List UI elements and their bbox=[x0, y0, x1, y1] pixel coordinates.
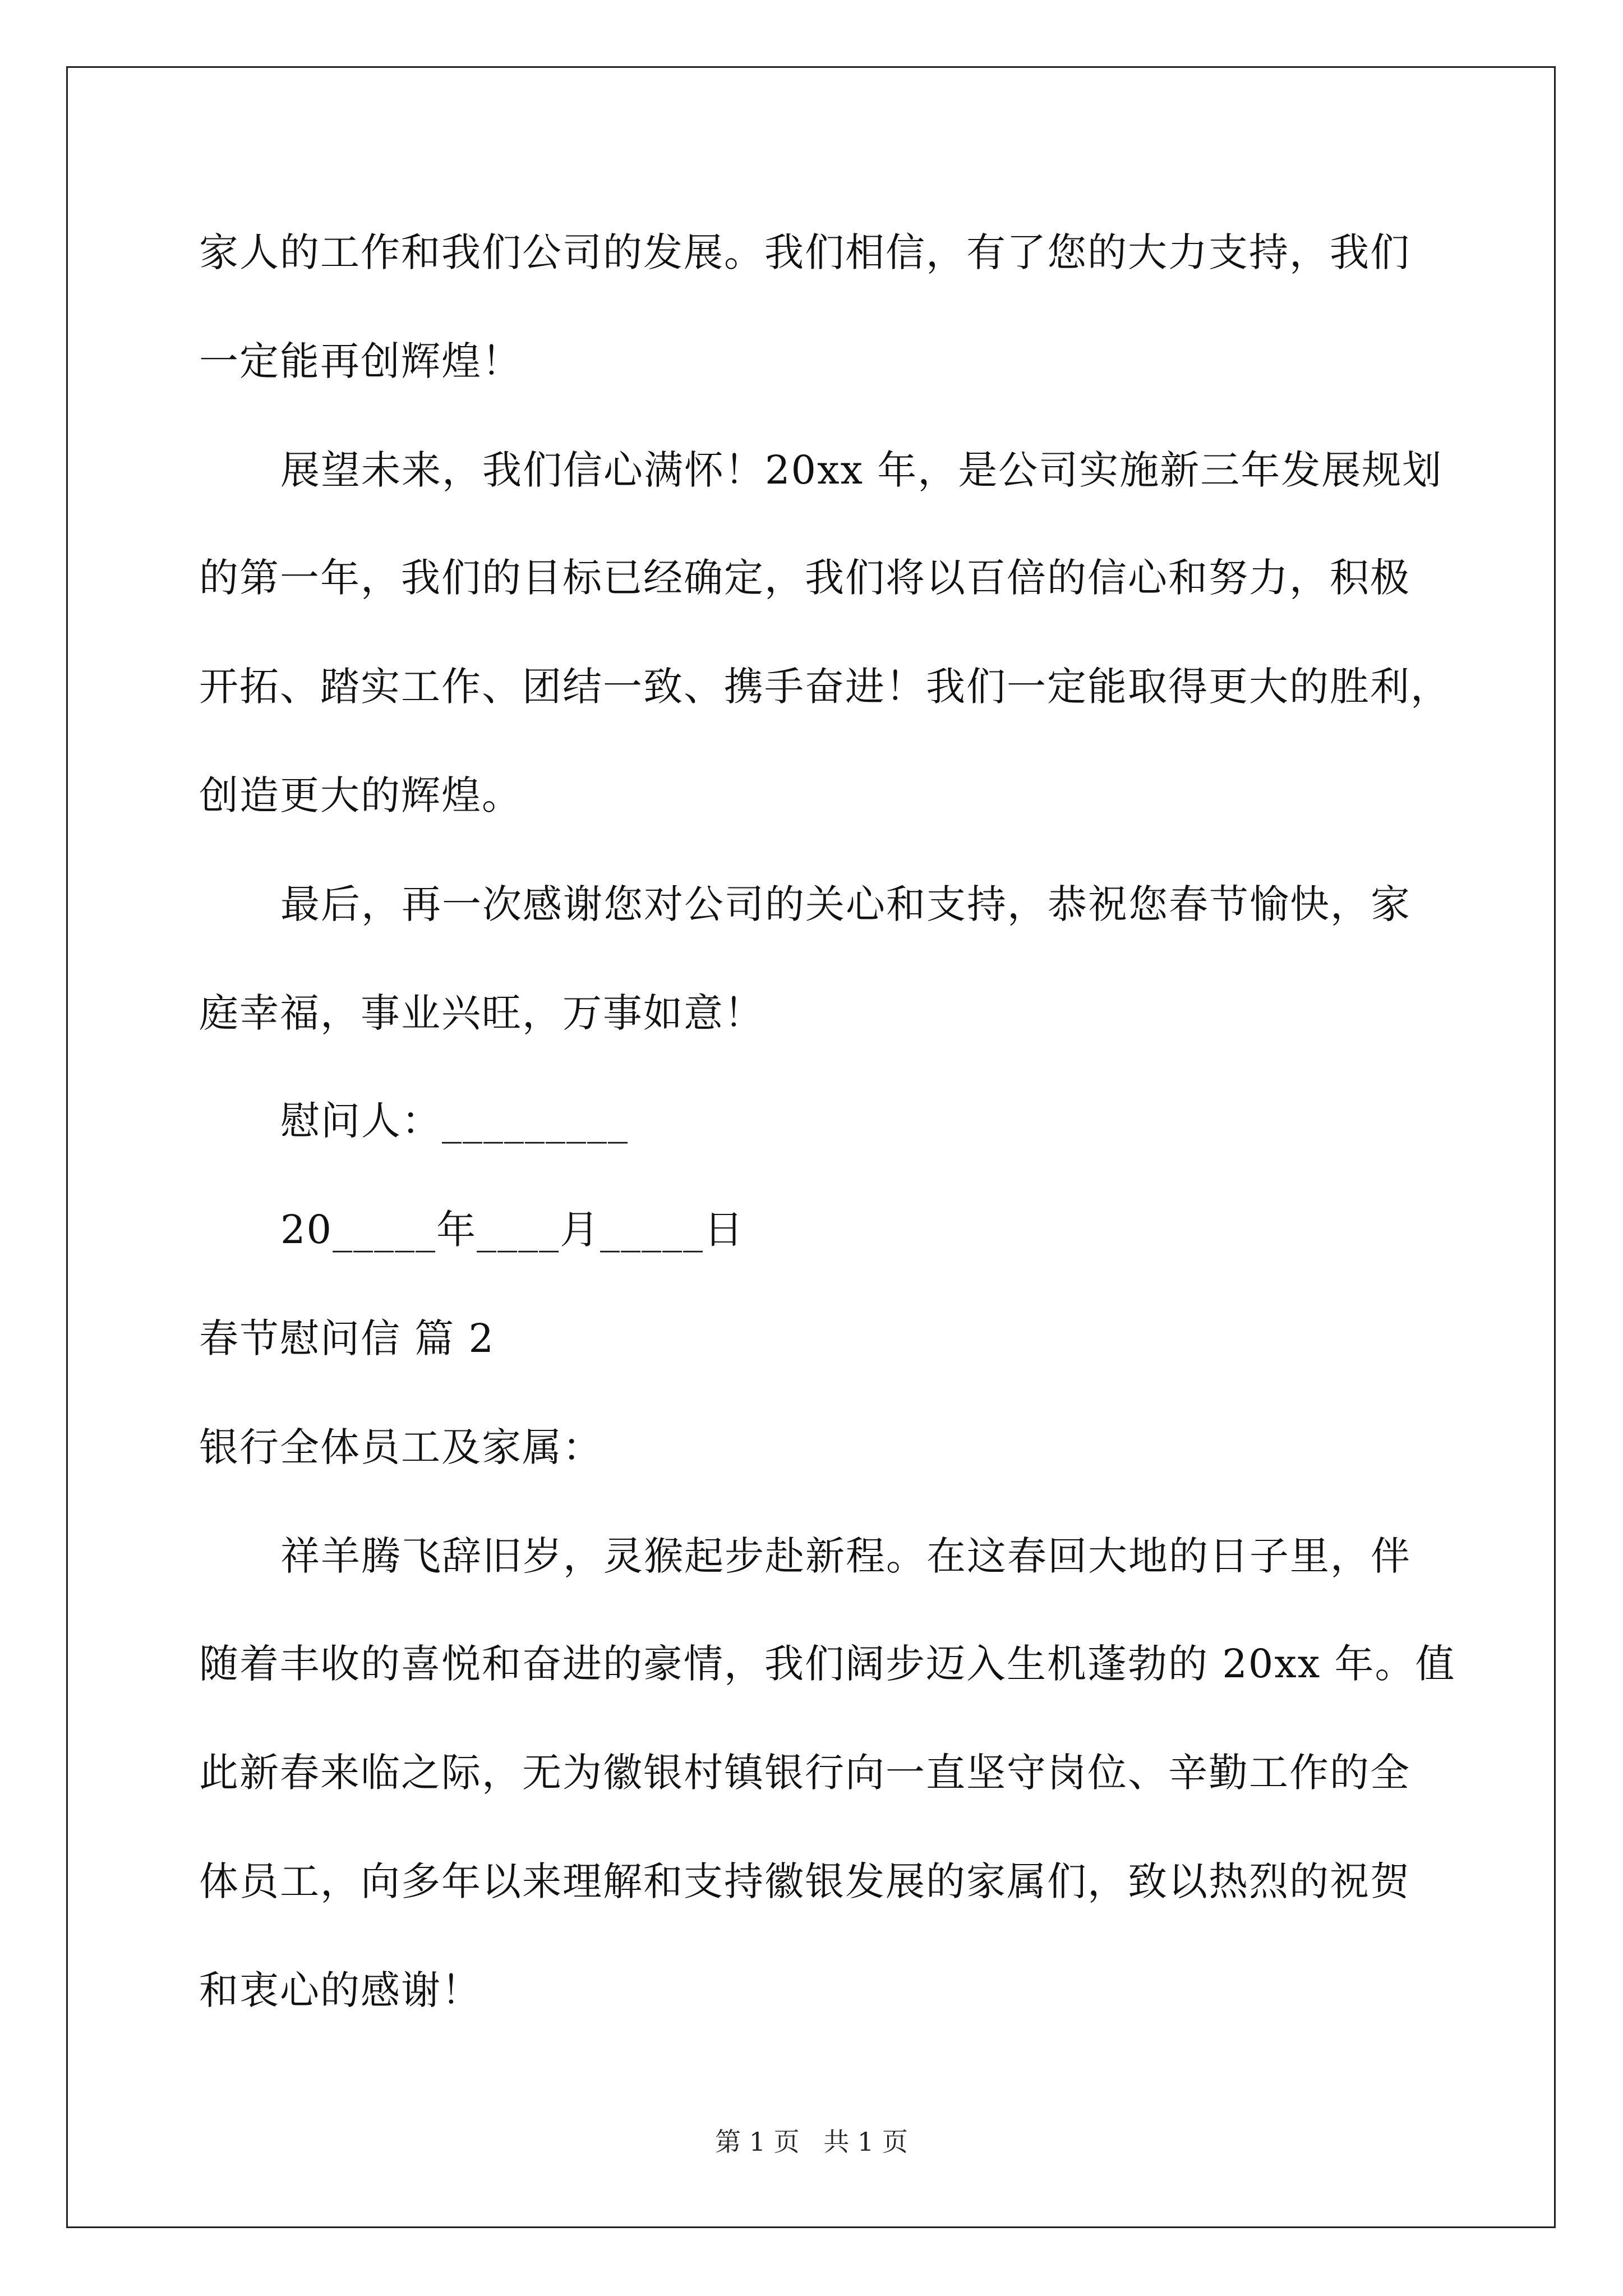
body-line: 随着丰收的喜悦和奋进的豪情，我们阔步迈入生机蓬勃的 20xx 年。值 bbox=[199, 1641, 1456, 1687]
body-line: 和衷心的感谢！ bbox=[199, 1967, 482, 2013]
body-line: 展望未来，我们信心满怀！20xx 年，是公司实施新三年发展规划 bbox=[280, 447, 1443, 493]
page-footer bbox=[0, 2126, 1623, 2157]
body-line: 体员工，向多年以来理解和支持徽银发展的家属们，致以热烈的祝贺 bbox=[199, 1858, 1410, 1904]
section-heading: 春节慰问信 篇 2 bbox=[199, 1315, 495, 1361]
body-line: 庭幸福，事业兴旺，万事如意！ bbox=[199, 990, 764, 1036]
body-line: 开拓、踏实工作、团结一致、携手奋进！我们一定能取得更大的胜利， bbox=[199, 664, 1451, 710]
body-line: 最后，再一次感谢您对公司的关心和支持，恭祝您春节愉快，家 bbox=[280, 881, 1411, 927]
body-line: 的第一年，我们的目标已经确定，我们将以百倍的信心和努力，积极 bbox=[199, 555, 1410, 601]
signer-line: 慰问人：_________ bbox=[280, 1098, 629, 1144]
body-line: 此新春来临之际，无为徽银村镇银行向一直坚守岗位、辛勤工作的全 bbox=[199, 1750, 1410, 1796]
page-total: 共 1 页 bbox=[823, 2127, 908, 2157]
date-line: 20_____年____月_____日 bbox=[280, 1207, 745, 1253]
body-line: 创造更大的辉煌。 bbox=[199, 772, 522, 818]
body-line: 祥羊腾飞辞旧岁，灵猴起步赴新程。在这春回大地的日子里，伴 bbox=[280, 1533, 1411, 1579]
page-current: 第 1 页 bbox=[715, 2127, 800, 2157]
salutation: 银行全体员工及家属： bbox=[199, 1424, 603, 1470]
body-line: 一定能再创辉煌！ bbox=[199, 338, 522, 384]
body-line: 家人的工作和我们公司的发展。我们相信，有了您的大力支持，我们 bbox=[199, 229, 1410, 275]
